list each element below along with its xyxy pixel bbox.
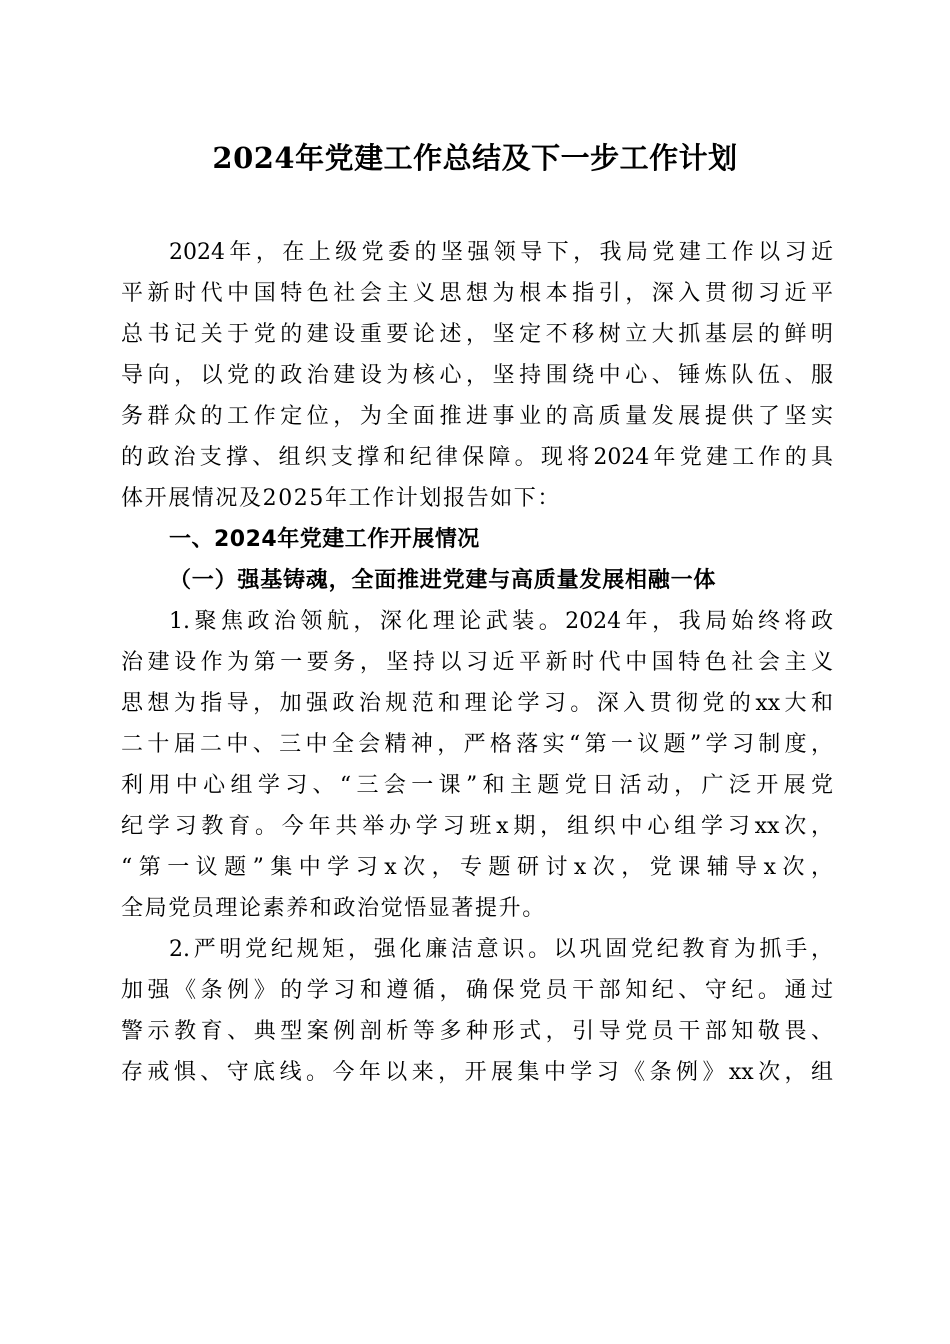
paragraph-line: 1.聚焦政治领航，深化理论武装。2024年，我局始终将政 (169, 609, 833, 634)
paragraph-line: 存戒惧、守底线。今年以来，开展集中学习《条例》xx次，组 (121, 1060, 833, 1085)
paragraph-line: 2024年，在上级党委的坚强领导下，我局党建工作以习近 (169, 240, 833, 265)
subsection-heading: （一）强基铸魂，全面推进党建与高质量发展相融一体 (169, 567, 717, 593)
paragraph-line: 警示教育、典型案例剖析等多种形式，引导党员干部知敬畏、 (121, 1019, 833, 1044)
paragraph-line: 体开展情况及2025年工作计划报告如下： (121, 486, 561, 511)
paragraph-line: 导向，以党的政治建设为核心，坚持围绕中心、锤炼队伍、服 (121, 363, 833, 388)
paragraph-line: 治建设作为第一要务，坚持以习近平新时代中国特色社会主义 (121, 650, 833, 675)
paragraph-line: 二十届二中、三中全会精神，严格落实“第一议题”学习制度， (121, 732, 833, 757)
paragraph-line: 利用中心组学习、“三会一课”和主题党日活动，广泛开展党 (121, 773, 833, 798)
document-body (121, 232, 833, 1093)
paragraph-line: 的政治支撑、组织支撑和纪律保障。现将2024年党建工作的具 (121, 445, 833, 470)
document-title: 2024年党建工作总结及下一步工作计划 (212, 141, 738, 175)
paragraph-line: 2.严明党纪规矩，强化廉洁意识。以巩固党纪教育为抓手， (169, 937, 833, 962)
paragraph-line: 纪学习教育。今年共举办学习班x期，组织中心组学习xx次， (121, 814, 833, 839)
paragraph-line: 总书记关于党的建设重要论述，坚定不移树立大抓基层的鲜明 (121, 322, 833, 347)
paragraph-line: 平新时代中国特色社会主义思想为根本指引，深入贯彻习近平 (121, 281, 833, 306)
paragraph-line: 务群众的工作定位，为全面推进事业的高质量发展提供了坚实 (121, 404, 833, 429)
paragraph-line: 思想为指导，加强政治规范和理论学习。深入贯彻党的xx大和 (121, 691, 833, 716)
paragraph-line: 加强《条例》的学习和遵循，确保党员干部知纪、守纪。通过 (121, 978, 833, 1003)
section-heading: 一、2024年党建工作开展情况 (169, 527, 480, 552)
paragraph-line: 全局党员理论素养和政治觉悟显著提升。 (121, 896, 546, 921)
paragraph-line: “第一议题”集中学习x次，专题研讨x次，党课辅导x次， (121, 855, 833, 880)
